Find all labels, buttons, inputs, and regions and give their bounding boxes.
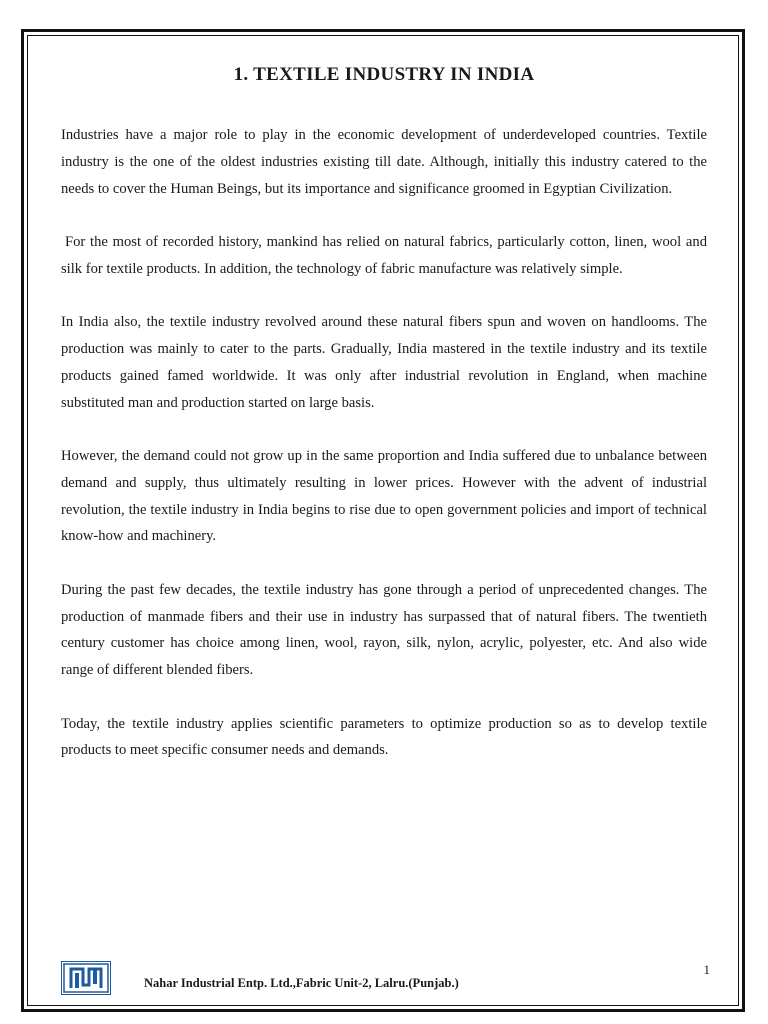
paragraph-4: However, the demand could not grow up in the same proportion and India suffered due to unbalance between demand and supply, thus ultimately resulting in lower prices. However with the advent of industrial revolution, the textile industry in India begins to rise due to open government policies and import of technical know-how and machinery. <box>61 447 707 545</box>
paragraph-3: In India also, the textile industry revolved around these natural fibers spun and woven on handlooms. The production was mainly to cater to the parts. Gradually, India mastered in the textile industry and its textile products gained famed worldwide. It was only after industrial revolution in England, when machine substituted man and production started on large basis. <box>61 314 707 411</box>
nahar-logo-icon <box>61 961 111 995</box>
footer-company: Nahar Industrial Entp. Ltd.,Fabric Unit-2, Lalru.(Punjab.) <box>144 976 459 990</box>
document-body <box>61 122 707 791</box>
paragraph-5: During the past few decades, the textile industry has gone through a period of unprecedented changes. The production of manmade fibers and their use in industry has surpassed that of natural fibers. The twentieth century customer has choice among linen, wool, rayon, silk, nylon, acrylic, polyester, etc. And also wide range of different blended fibers. <box>61 581 707 679</box>
paragraph-1: Industries have a major role to play in the economic development of underdeveloped countries. Textile industry is the one of the oldest industries existing till date. Although, initially this industry catered to the needs to cover the Human Beings, but its importance and significance groomed in Egyptian Civilization. <box>61 127 707 197</box>
page-number: 1 <box>703 962 710 977</box>
paragraph-2: For the most of recorded history, mankind has relied on natural fabrics, particularly cotton, linen, wool and silk for textile products. In addition, the technology of fabric manufacture was relatively simple. <box>61 233 707 277</box>
page-title: 1. TEXTILE INDUSTRY IN INDIA <box>233 64 535 85</box>
paragraph-6: Today, the textile industry applies scientific parameters to optimize production so as to develop textile products to meet specific consumer needs and demands. <box>61 715 707 759</box>
